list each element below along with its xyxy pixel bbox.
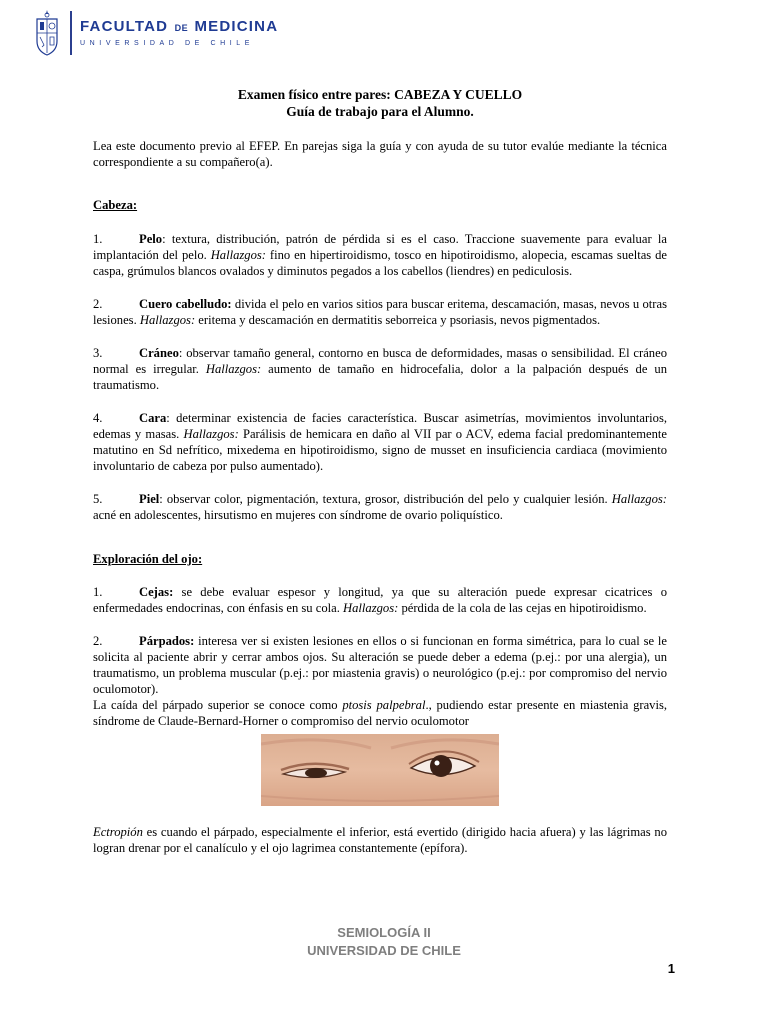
list-item: 2. Párpados: interesa ver si existen lesiones en ellos o si funcionan en forma simétrica, para lo cual se le solicita al paciente abrir y cerrar ambos ojos. Su alteración se puede deber a edema (p.ej.: por una alergia), un traumatismo, un problema muscular (p.ej.: por miastenia gravis) o neurológico (p.ej.: por compromiso del nervio oculomotor).: [93, 634, 667, 696]
faculty-name: FACULTAD DE MEDICINA: [80, 17, 279, 35]
list-item: 5. Piel: observar color, pigmentación, textura, grosor, distribución del pelo y cualquier lesión. Hallazgos: acné en adolescentes, hirsutismo en mujeres con síndrome de ovario poliquístico.: [93, 492, 667, 522]
footer: [0, 924, 768, 960]
list-item: 3. Cráneo: observar tamaño general, contorno en busca de deformidades, masas o sensibilidad. El cráneo normal es irregular. Hallazgos: aumento de tamaño en hidrocefalia, dolor a la palpación después de un traumatismo.: [93, 346, 667, 392]
faculty-header: [34, 7, 278, 59]
document-title: Examen físico entre pares: CABEZA Y CUELLO: [237, 87, 523, 102]
university-name: UNIVERSIDAD DE CHILE: [80, 39, 255, 47]
header-divider: [70, 11, 72, 55]
ptosis-paragraph: La caída del párpado superior se conoce como ptosis palpebral., pudiendo estar presente en miastenia gravis, síndrome de Claude-Bernard-Horner o compromiso del nervio oculomotor: [93, 698, 668, 728]
footer-university: UNIVERSIDAD DE CHILE: [307, 943, 461, 958]
ectropion-paragraph: Ectropión es cuando el párpado, especialmente el inferior, está evertido (dirigido hacia afuera) y las lágrimas no logran drenar por el canalículo y el ojo lagrimea constantemente (epífora).: [93, 825, 667, 855]
section-heading-cabeza: Cabeza:: [93, 198, 138, 212]
list-item: 1. Pelo: textura, distribución, patrón de pérdida si es el caso. Traccione suavemente para evaluar la implantación del pelo. Hallazgos: fino en hipertiroidismo, tosco en hipotiroidismo, alopecia, escamas sueltas de caspa, grúmulos blancos ovalados y diminutos pegados a los cabellos (liendres) en pediculosis.: [93, 232, 667, 278]
ptosis-eye-photo: [261, 734, 499, 806]
section-heading-ojo: Exploración del ojo:: [93, 552, 203, 566]
faculty-logo-text: [80, 18, 278, 49]
list-item: 4. Cara: determinar existencia de facies característica. Buscar asimetrías, movimientos involuntarios, edemas y masas. Hallazgos: Parálisis de hemicara en daño al VII par o ACV, edema facial predominantemente matutino en Sd nefrítico, mixedema en hipotiroidismo, signo de musset en insuficiencia cardiaca (movimiento involuntario de cabeza por pulso aumentado).: [93, 411, 667, 473]
document-subtitle: Guía de trabajo para el Alumno.: [286, 104, 474, 119]
footer-course: SEMIOLOGÍA II: [337, 925, 431, 940]
intro-paragraph: Lea este documento previo al EFEP. En parejas siga la guía y con ayuda de su tutor evalúe mediante la técnica correspondiente a su compañero(a).: [93, 139, 667, 169]
list-item: 2. Cuero cabelludo: divida el pelo en varios sitios para buscar eritema, descamación, masas, nevos u otras lesiones. Hallazgos: eritema y descamación en dermatitis seborreica y psoriasis, nevos pigmentados.: [93, 297, 667, 327]
page-number: 1: [667, 961, 675, 976]
list-item: 1. Cejas: se debe evaluar espesor y longitud, ya que su alteración puede expresar cicatrices o enfermedades endocrinas, con énfasis en su cola. Hallazgos: pérdida de la cola de las cejas en hipotiroidismo.: [93, 585, 667, 615]
document-body: [93, 86, 667, 856]
university-seal-icon: [34, 9, 60, 57]
